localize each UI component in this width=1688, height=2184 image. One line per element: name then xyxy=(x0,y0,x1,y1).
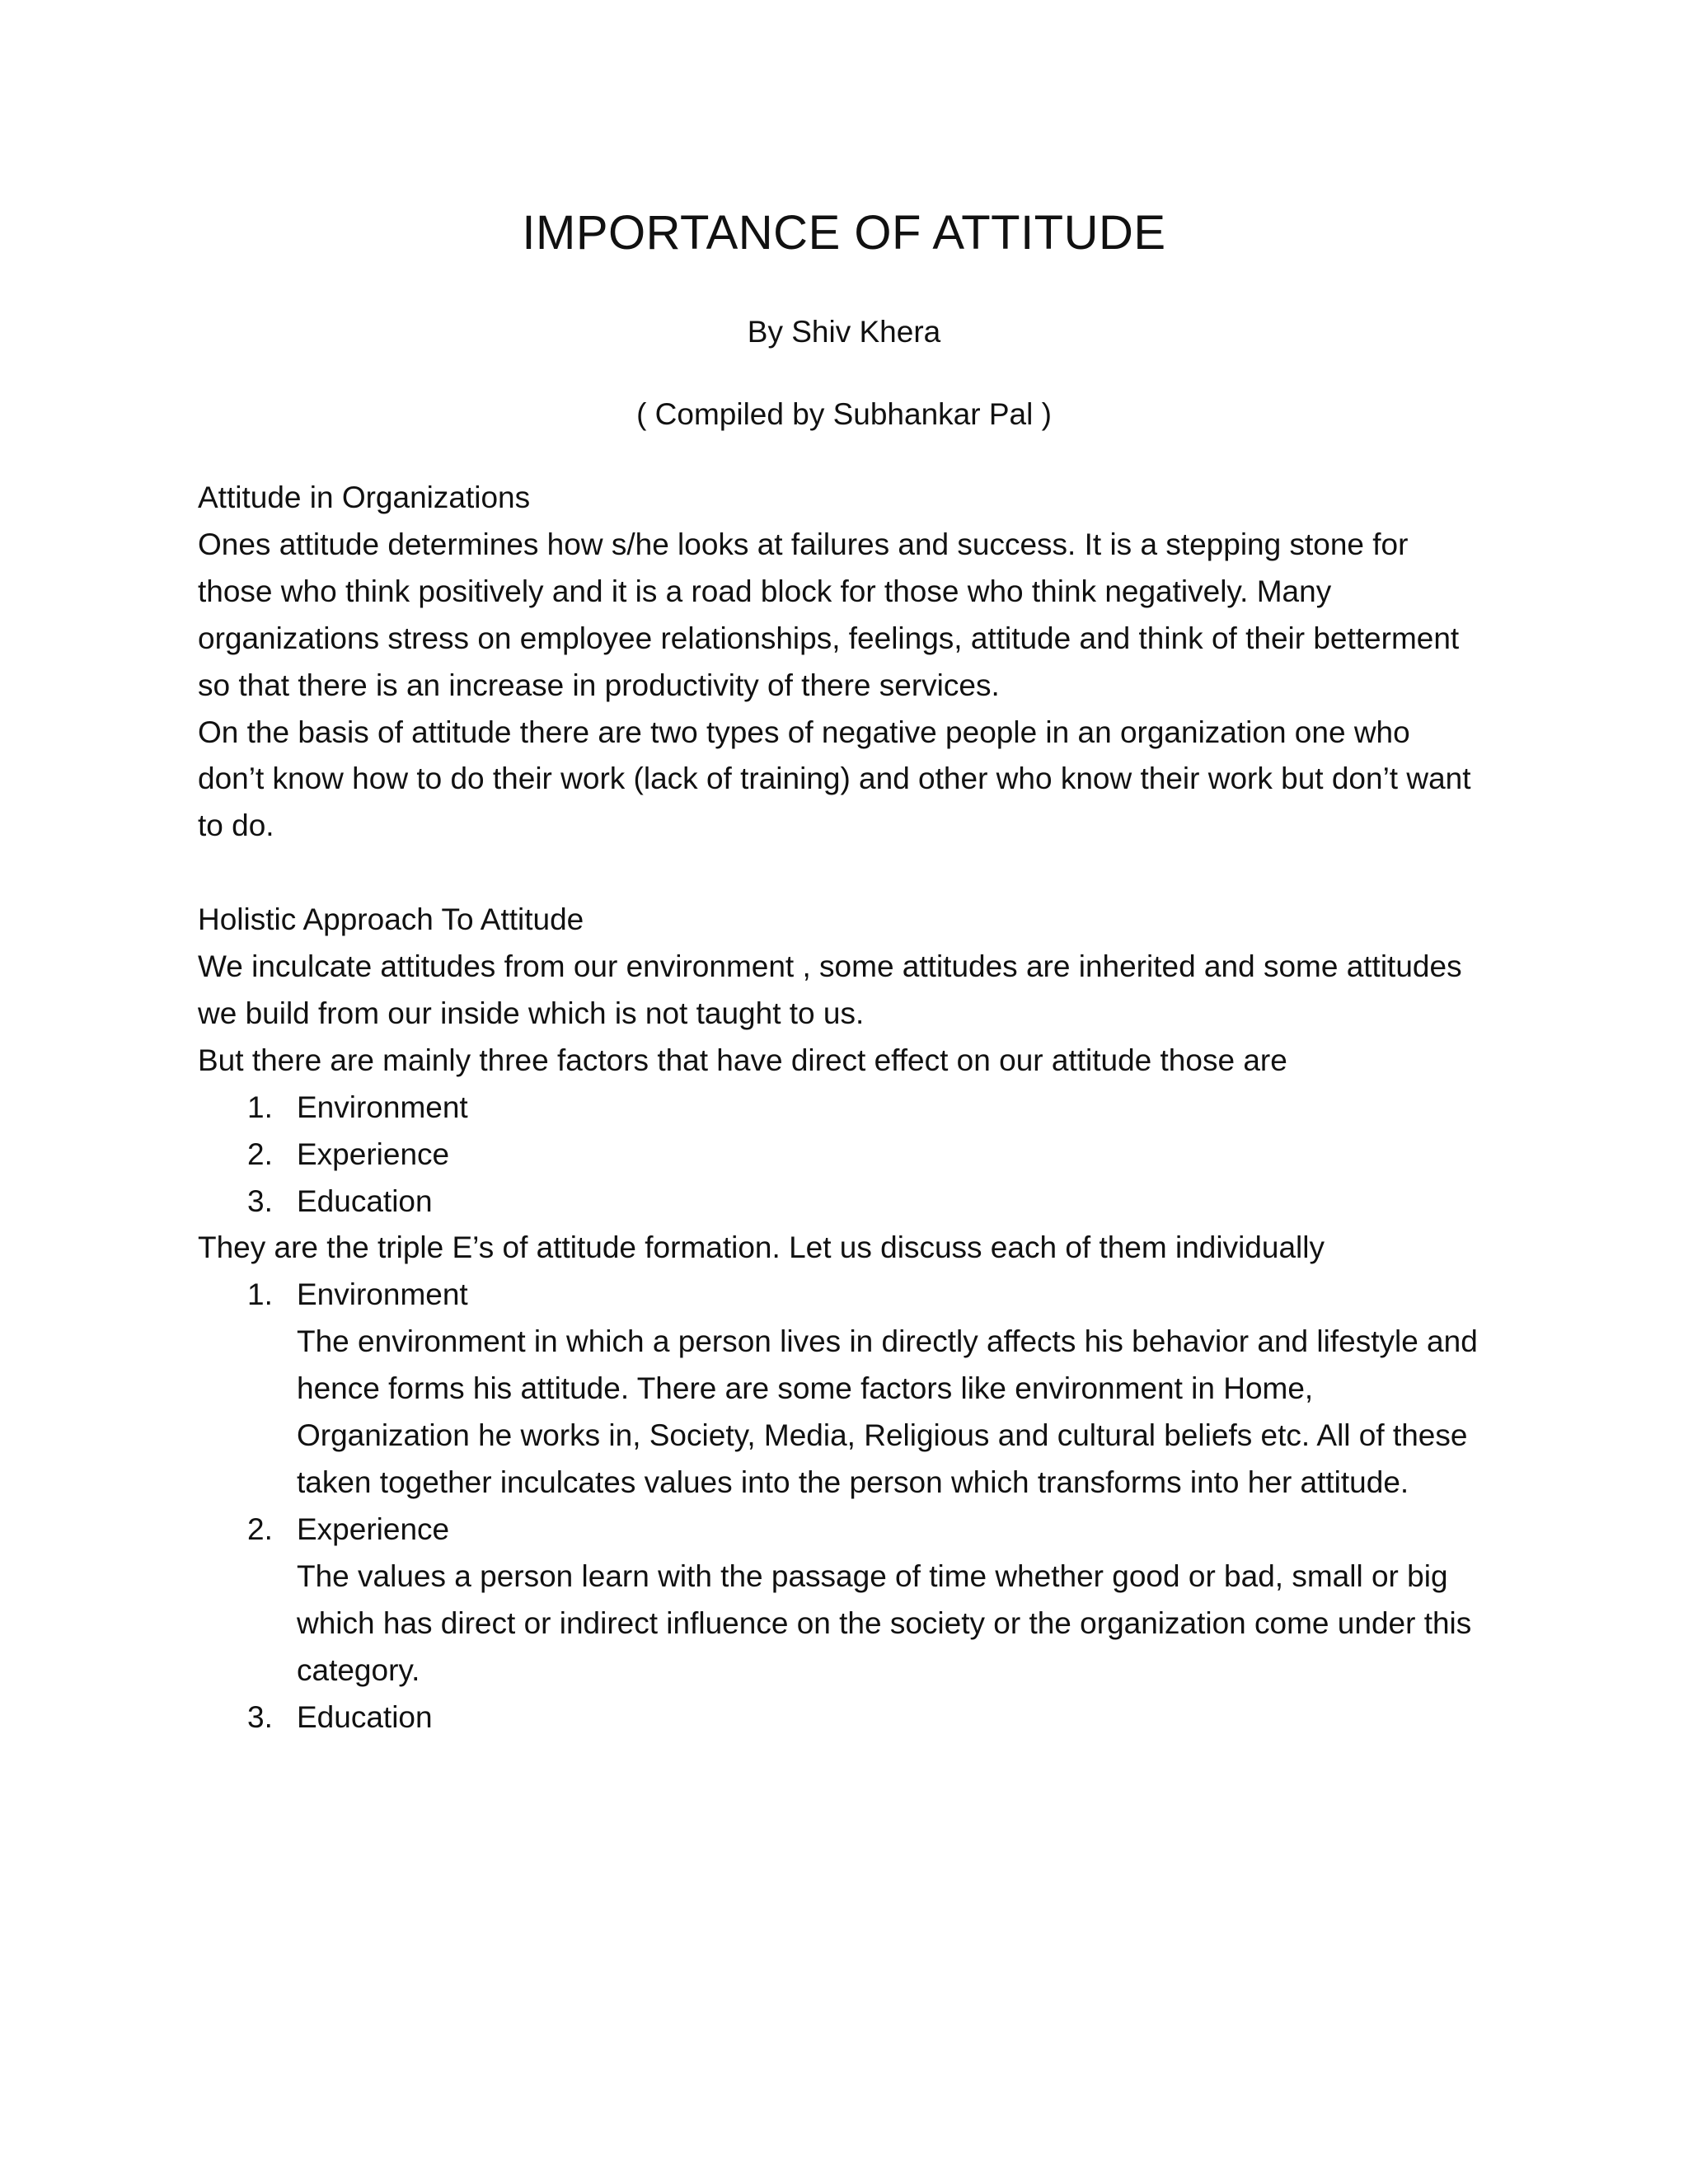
list-number: 3. xyxy=(247,1699,273,1734)
list-item-label: Education xyxy=(297,1699,433,1734)
list-item-text: The values a person learn with the passage of time whether good or bad, small or big which has direct or indirect influence on the society or the organization come under this category. xyxy=(297,1558,1472,1687)
document-title: IMPORTANCE OF ATTITUDE xyxy=(522,206,1166,260)
list-item xyxy=(198,1179,1484,1226)
document-body xyxy=(198,475,1484,1741)
section-spacer xyxy=(198,850,1484,897)
factor-details-list xyxy=(198,1272,1484,1741)
list-item-label: Experience xyxy=(297,1511,450,1546)
list-item xyxy=(198,1272,1484,1507)
compiled-by-line: ( Compiled by Subhankar Pal ) xyxy=(636,397,1052,431)
list-item xyxy=(198,1694,1484,1741)
section-heading-organizations: Attitude in Organizations xyxy=(198,480,531,514)
organizations-paragraph-2: On the basis of attitude there are two types of negative people in an organization one who don’t know how to do their work (lack of training) and other who know their work but don’t want to do. xyxy=(198,715,1471,843)
list-item-text: The environment in which a person lives in directly affects his behavior and lifestyle and hence forms his attitude. There are some factors like environment in Home, Organization he works in, Society, Media, Religious and cultural beliefs etc. All of these taken together inculcates values into the person which transforms into her attitude. xyxy=(297,1324,1478,1500)
holistic-paragraph-2: But there are mainly three factors that have direct effect on our attitude those are xyxy=(198,1043,1287,1077)
list-number: 2. xyxy=(247,1511,273,1546)
holistic-paragraph-3: They are the triple E’s of attitude formation. Let us discuss each of them individually xyxy=(198,1230,1325,1265)
holistic-paragraph-1: We inculcate attitudes from our environment , some attitudes are inherited and some attitudes we build from our inside which is not taught to us. xyxy=(198,949,1462,1030)
organizations-paragraph-1: Ones attitude determines how s/he looks at failures and success. It is a stepping stone for those who think positively and it is a road block for those who think negatively. Many organizations stress on employee relationships, feelings, attitude and think of their betterment so that there is an increase in productivity of there services. xyxy=(198,527,1460,702)
list-item xyxy=(198,1132,1484,1179)
list-number: 3. xyxy=(247,1183,273,1218)
list-number: 1. xyxy=(247,1277,273,1312)
list-item-label: Environment xyxy=(297,1277,468,1312)
factors-list xyxy=(198,1085,1484,1226)
list-item xyxy=(198,1085,1484,1132)
list-item xyxy=(198,1507,1484,1694)
list-number: 2. xyxy=(247,1137,273,1171)
author-line: By Shiv Khera xyxy=(747,315,941,349)
list-number: 1. xyxy=(247,1090,273,1124)
list-item-label: Experience xyxy=(297,1137,450,1171)
section-heading-holistic: Holistic Approach To Attitude xyxy=(198,902,584,937)
list-item-label: Education xyxy=(297,1183,433,1218)
list-item-label: Environment xyxy=(297,1090,468,1124)
